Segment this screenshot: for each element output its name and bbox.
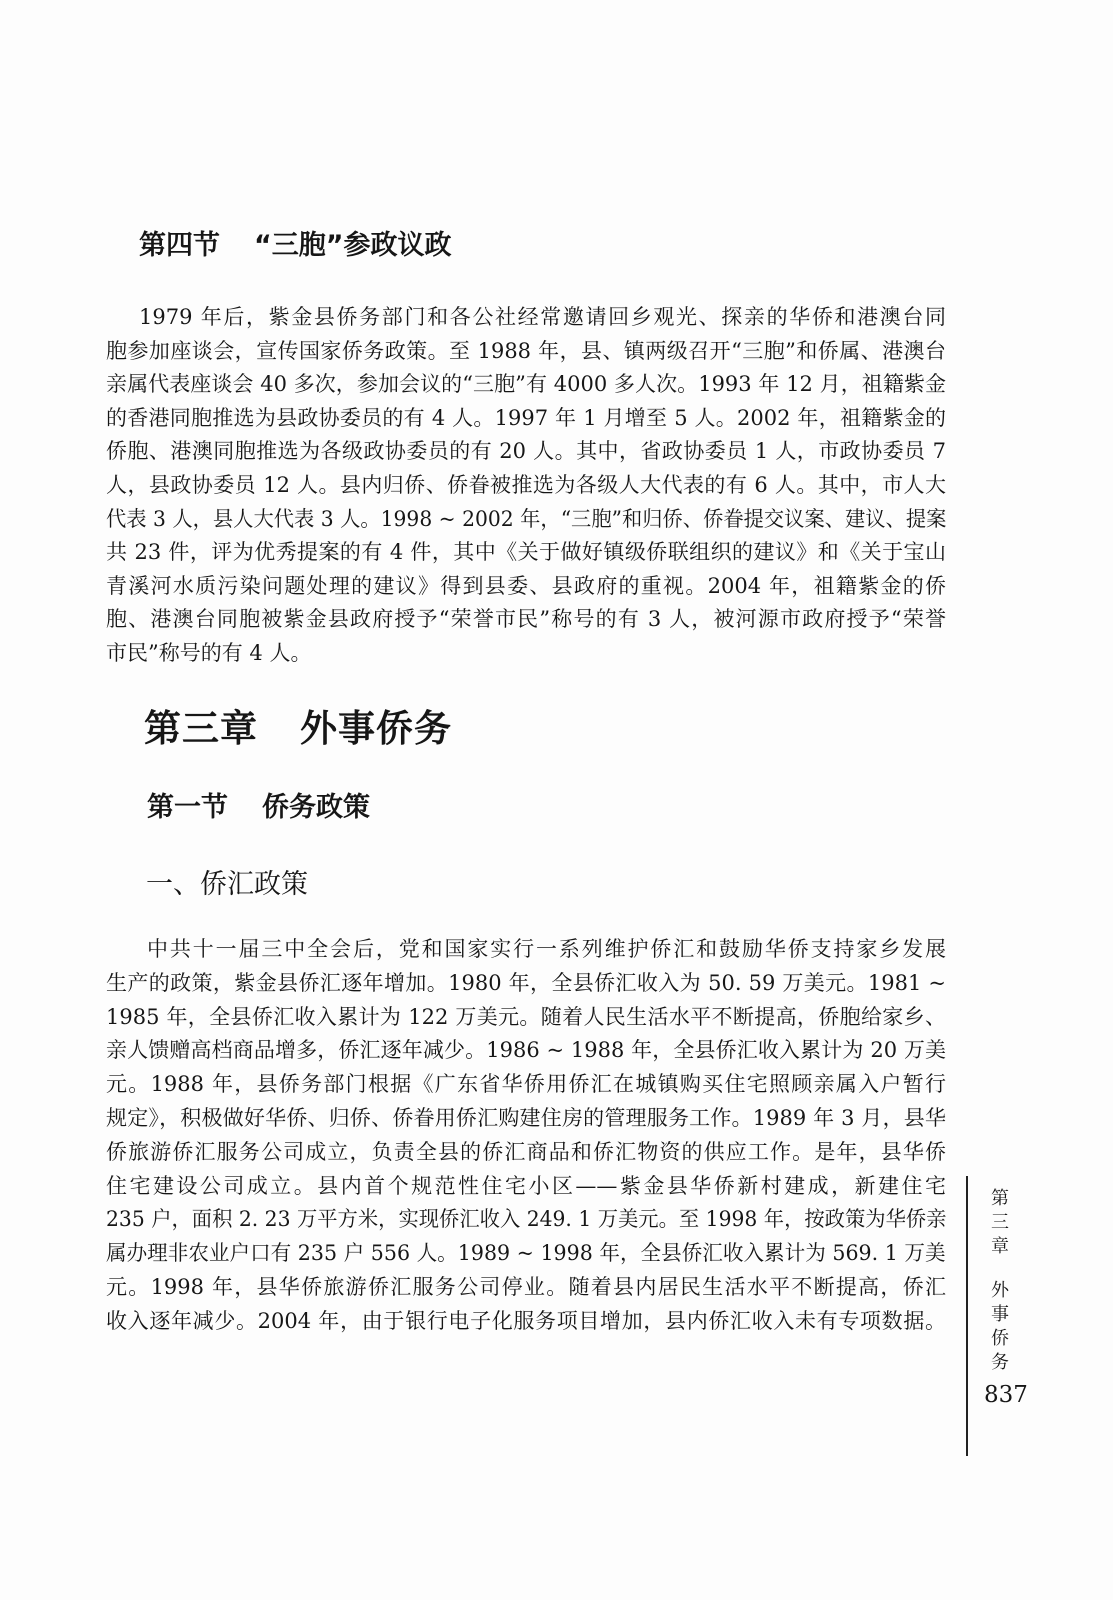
paragraph-line: 1985 年，全县侨汇收入累计为 122 万美元。随着人民生活水平不断提高，侨胞给家乡、 <box>106 1004 946 1029</box>
paragraph-line: 1979 年后，紫金县侨务部门和各公社经常邀请回乡观光、探亲的华侨和港澳台同 <box>139 305 946 329</box>
margin-chapter-number: 第三章 <box>988 1188 1009 1260</box>
section-title: 侨务政策 <box>262 792 370 823</box>
paragraph-line: 属办理非农业户口有 235 户 556 人。1989 ~ 1998 年，全县侨汇收入累计为 569. 1 万美 <box>106 1241 946 1266</box>
paragraph-line: 侨胞、港澳同胞推选为各级政协委员的有 20 人。其中，省政协委员 1 人，市政协委员 7 <box>106 439 946 464</box>
subsection-heading: 一、侨汇政策 <box>146 869 308 900</box>
paragraph-line: 生产的政策，紫金县侨汇逐年增加。1980 年，全县侨汇收入为 50. 59 万美元。1981 ~ <box>106 970 946 995</box>
margin-chapter-title: 外事侨务 <box>988 1280 1009 1376</box>
paragraph-line: 亲属代表座谈会 40 多次，参加会议的“三胞”有 4000 多人次。1993 年 12 月，祖籍紫金 <box>106 372 946 397</box>
paragraph-line: 规定》，积极做好华侨、归侨、侨眷用侨汇购建住房的管理服务工作。1989 年 3 月，县华 <box>106 1105 946 1130</box>
chapter-number: 第三章 <box>144 706 258 750</box>
paragraph-line: 的香港同胞推选为县政协委员的有 4 人。1997 年 1 月增至 5 人。2002 年，祖籍紫金的 <box>106 405 946 430</box>
section-heading <box>139 229 452 263</box>
section-number: 第四节 <box>139 230 220 261</box>
paragraph-line: 元。1998 年，县华侨旅游侨汇服务公司停业。随着县内居民生活水平不断提高，侨汇 <box>106 1274 946 1299</box>
paragraph-line: 元。1988 年，县侨务部门根据《广东省华侨用侨汇在城镇购买住宅照顾亲属入户暂行 <box>106 1072 946 1097</box>
page-number: 837 <box>984 1382 1028 1408</box>
paragraph-line: 代表 3 人，县人大代表 3 人。1998 ~ 2002 年，“三胞”和归侨、侨眷提交议案、建议、提案 <box>106 506 947 531</box>
paragraph-line: 市民”称号的有 4 人。 <box>106 640 312 665</box>
paragraph-line: 青溪河水质污染问题处理的建议》得到县委、县政府的重视。2004 年，祖籍紫金的侨 <box>106 573 946 598</box>
chapter-heading <box>144 707 452 749</box>
paragraph-line: 胞参加座谈会，宣传国家侨务政策。至 1988 年，县、镇两级召开“三胞”和侨属、港澳台 <box>106 338 946 363</box>
paragraph-line: 胞、港澳台同胞被紫金县政府授予“荣誉市民”称号的有 3 人，被河源市政府授予“荣誉 <box>106 607 946 632</box>
paragraph-line: 收入逐年减少。2004 年，由于银行电子化服务项目增加，县内侨汇收入未有专项数据。 <box>106 1308 946 1333</box>
paragraph-line: 亲人馈赠高档商品增多，侨汇逐年减少。1986 ~ 1988 年，全县侨汇收入累计为 20 万美 <box>106 1038 946 1063</box>
paragraph-line: 侨旅游侨汇服务公司成立，负责全县的侨汇商品和侨汇物资的供应工作。是年，县华侨 <box>106 1139 946 1164</box>
paragraph <box>106 933 946 1339</box>
section-heading <box>147 791 370 825</box>
section-title: “三胞”参政议政 <box>254 230 452 261</box>
paragraph-line: 235 户，面积 2. 23 万平方米，实现侨汇收入 249. 1 万美元。至 1998 年，按政策为华侨亲 <box>106 1207 947 1232</box>
paragraph <box>106 301 946 671</box>
paragraph-line: 中共十一届三中全会后，党和国家实行一系列维护侨汇和鼓励华侨支持家乡发展 <box>147 937 946 961</box>
paragraph-line: 共 23 件，评为优秀提案的有 4 件，其中《关于做好镇级侨联组织的建议》和《关于宝山 <box>106 540 946 565</box>
section-number: 第一节 <box>147 792 228 823</box>
margin-rule <box>966 1176 968 1456</box>
paragraph-line: 人，县政协委员 12 人。县内归侨、侨眷被推选为各级人大代表的有 6 人。其中，市人大 <box>106 472 946 497</box>
paragraph-line: 住宅建设公司成立。县内首个规范性住宅小区——紫金县华侨新村建成，新建住宅 <box>106 1173 946 1198</box>
chapter-title: 外事侨务 <box>300 706 452 750</box>
